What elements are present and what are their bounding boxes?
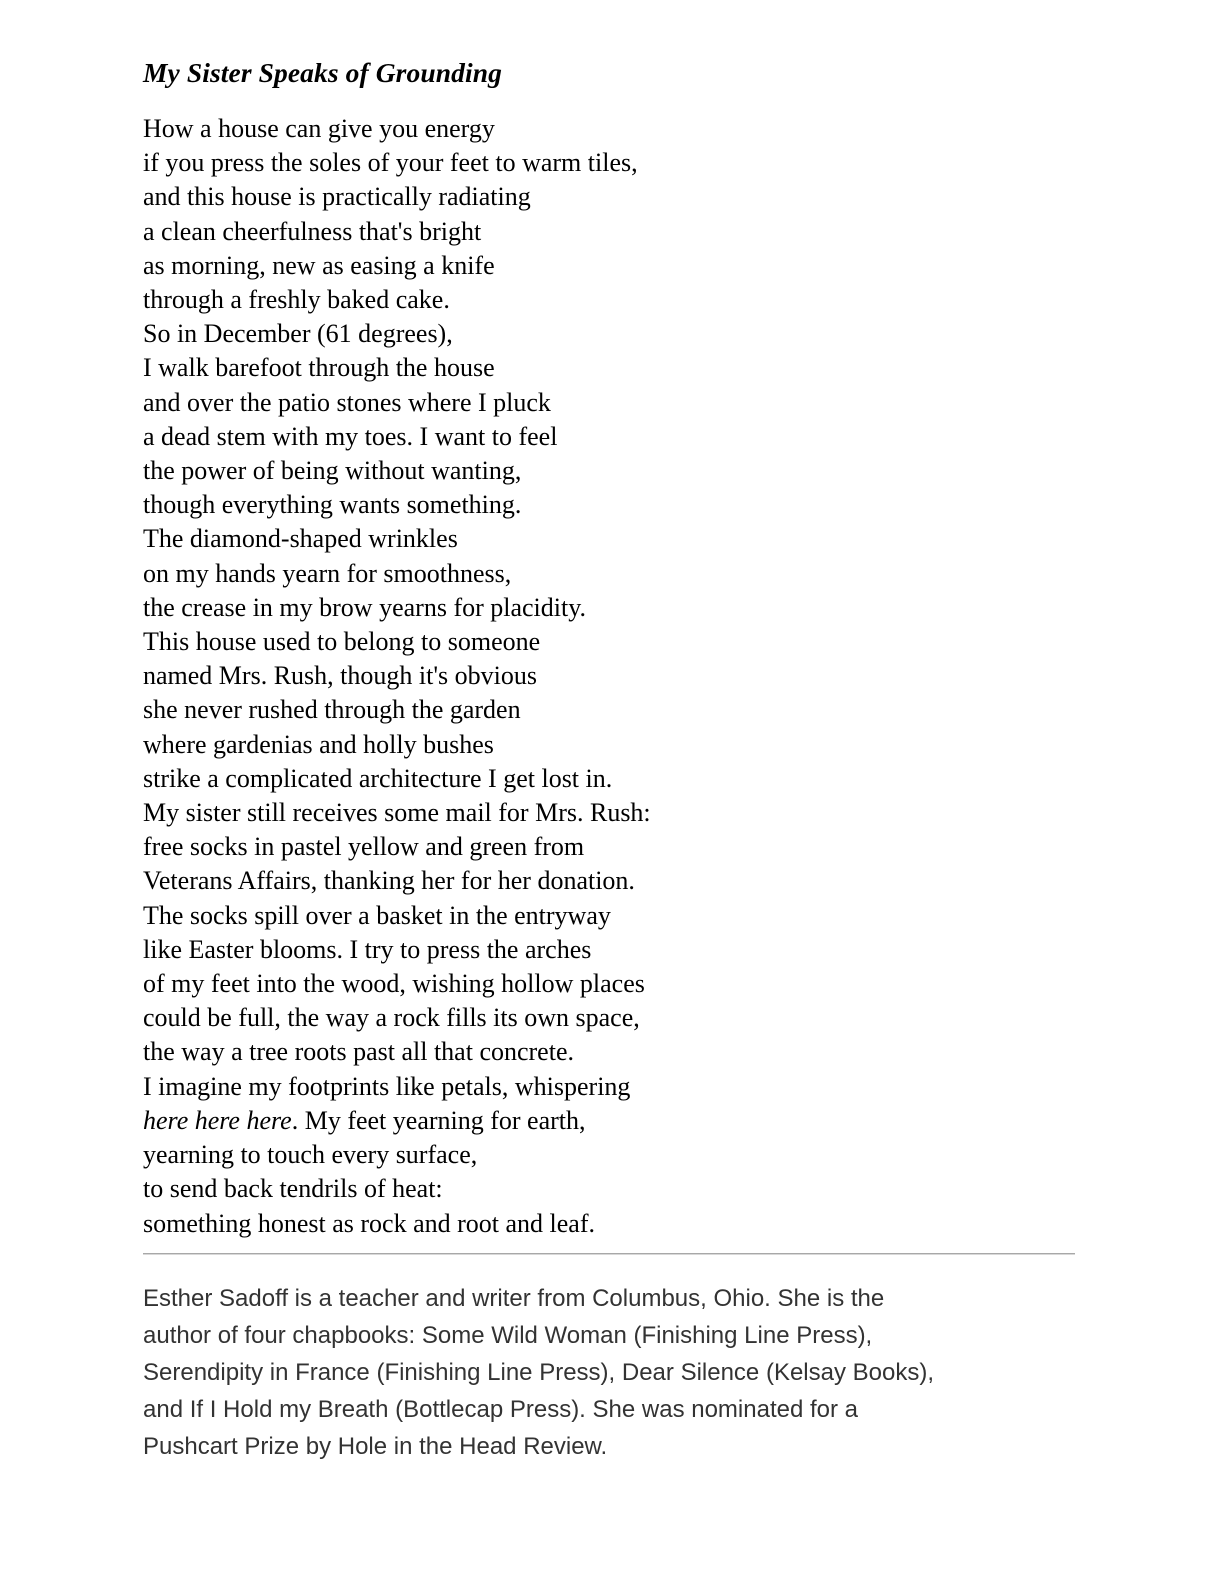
poem-line: the way a tree roots past all that concrete. [143, 1037, 574, 1067]
author-bio [143, 1280, 1083, 1465]
poem-line: a dead stem with my toes. I want to feel [143, 421, 558, 451]
poem-line: I imagine my footprints like petals, whispering [143, 1071, 631, 1101]
poem-line: The socks spill over a basket in the entryway [143, 900, 611, 930]
poem-line: This house used to belong to someone [143, 627, 541, 657]
poem-line: the crease in my brow yearns for placidity. [143, 592, 587, 622]
poem-line: could be full, the way a rock fills its own space, [143, 1003, 640, 1033]
poem-line: like Easter blooms. I try to press the arches [143, 934, 592, 964]
poem-line: yearning to touch every surface, [143, 1140, 478, 1170]
poem-emphasis: here here here [143, 1105, 292, 1135]
poem-line: strike a complicated architecture I get lost in. [143, 763, 613, 793]
poem-line: My sister still receives some mail for Mrs. Rush: [143, 798, 651, 828]
poem-line: she never rushed through the garden [143, 695, 521, 725]
poem-line: Veterans Affairs, thanking her for her donation. [143, 866, 635, 896]
poem-line: where gardenias and holly bushes [143, 729, 494, 759]
poem-line: something honest as rock and root and leaf. [143, 1208, 595, 1238]
poem-line: here here here. My feet yearning for earth, [143, 1105, 586, 1135]
poem-line: as morning, new as easing a knife [143, 250, 495, 280]
poem-line: How a house can give you energy [143, 114, 495, 143]
bio-line: author of four chapbooks: Some Wild Woman (Finishing Line Press), [143, 1322, 873, 1349]
section-divider [143, 1253, 1075, 1255]
bio-line: and If I Hold my Breath (Bottlecap Press). She was nominated for a [143, 1396, 859, 1423]
poem-line: and over the patio stones where I pluck [143, 387, 551, 417]
poem-line: on my hands yearn for smoothness, [143, 558, 512, 588]
poem-line: if you press the soles of your feet to warm tiles, [143, 148, 638, 178]
poem-line: named Mrs. Rush, though it's obvious [143, 661, 537, 691]
poem-body [143, 112, 1083, 1241]
poem-line: The diamond-shaped wrinkles [143, 524, 458, 554]
poem-line: and this house is practically radiating [143, 182, 531, 212]
poem-line: to send back tendrils of heat: [143, 1174, 443, 1204]
poem-line: through a freshly baked cake. [143, 285, 450, 315]
poem-line: a clean cheerfulness that's bright [143, 216, 482, 246]
bio-line: Pushcart Prize by Hole in the Head Review. [143, 1433, 608, 1460]
poem-line: free socks in pastel yellow and green from [143, 832, 585, 862]
poem-line: of my feet into the wood, wishing hollow places [143, 969, 645, 999]
bio-line: Serendipity in France (Finishing Line Press), Dear Silence (Kelsay Books), [143, 1359, 935, 1386]
poem-line: So in December (61 degrees), [143, 319, 453, 349]
poem-line: the power of being without wanting, [143, 456, 522, 486]
bio-line: Esther Sadoff is a teacher and writer from Columbus, Ohio. She is the [143, 1285, 885, 1312]
poem-title: My Sister Speaks of Grounding [143, 57, 502, 89]
poem-line: though everything wants something. [143, 490, 522, 520]
poem-line: I walk barefoot through the house [143, 353, 495, 383]
